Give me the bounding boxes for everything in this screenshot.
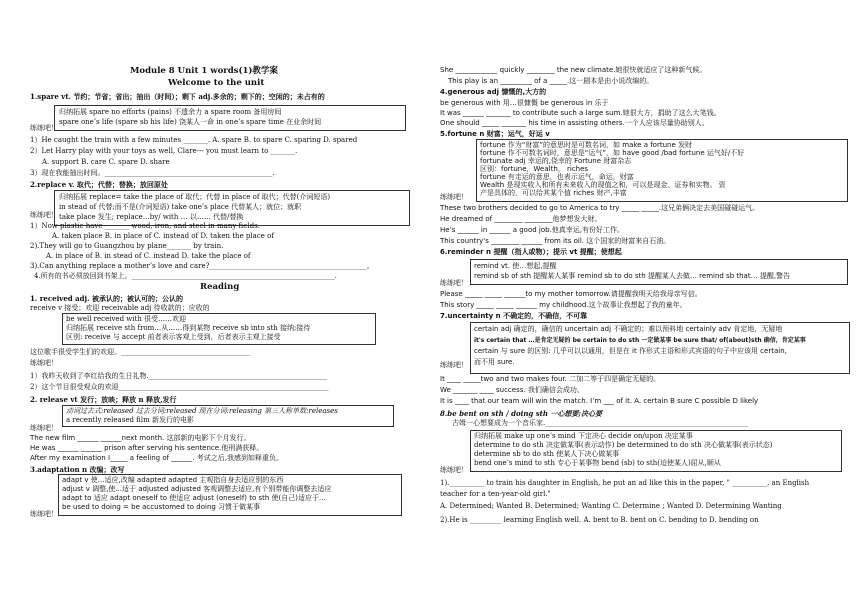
practice-label: 练练吧！ <box>440 361 468 369</box>
release-question-1: The new film ______ ______next month. 这部新的电影下个月发行。 <box>30 434 251 442</box>
word-generous-heading: 4.generous adj 慷慨的,大方的 <box>440 88 547 96</box>
practice-label: 练练吧！ <box>30 359 58 367</box>
replace-question-2-options: A. in place of B. in stead of C. instead D. take the place of <box>46 252 251 260</box>
received-question-0: 这位歌手很受学生们的欢迎。_____________________________________ <box>30 348 251 356</box>
reminder-question-1: Please _____ _____ ______to my mother tomorrow.请提醒我明天给我母亲写信。 <box>440 290 702 298</box>
spare-question-3: 3）现在我能抽出时间。________________________________________________. <box>30 169 275 177</box>
replace-question-1: 1）Now plastic have _______ wood, iron, and steel in many fields. <box>30 222 260 230</box>
word-release-heading: 2. release vt 发行；放映；释放 n 释放,发行 <box>30 395 177 404</box>
replace-note-line: 归纳拓展 replace= take the place of 取代；代替 in place of 取代；代替(介词短语) <box>59 193 331 201</box>
practice-label: 练练吧！ <box>440 193 468 201</box>
received-subheading: receive v 接受；欢迎 receivable adj 待收款的；应收的 <box>30 304 210 312</box>
generous-question-1: It was ______ _______ to contribute such a large sum.她很大方，捐助了这么大笔钱。 <box>440 109 721 117</box>
received-note-line: 归纳拓展 receive sth from…从……得到某物 receive sb into sth 接纳;接待 <box>66 324 311 332</box>
replace-question-4: 4.所有的书必须放回到书架上。__________________________________________________________. <box>34 272 337 280</box>
generous-phrases: be generous with 用…很慷慨 be generous in 乐于 <box>440 99 609 107</box>
spare-note-line: spare one’s life (spare sb his life) 饶某人一命 in one’s spare time 在业余时间 <box>59 118 322 126</box>
word-reminder-heading: 6.reminder n 提醒（指人或物）；提示 vt 提醒；使想起 <box>440 248 622 256</box>
replace-question-2: 2).They will go to Guangzhou by plane_______ by train. <box>30 242 224 250</box>
section-title-welcome: Welcome to the unit <box>168 78 265 88</box>
replace-question-1-options: A. taken place B. in place of C. instead of D. taken the place of <box>52 232 274 240</box>
spare-question-2-options: A. support B. care C. spare D. share <box>42 158 170 166</box>
bent-on-note-line: bend one’s mind to sth 专心于某事物 bend (sb) to sth(迫使某人)屈从,顺从 <box>474 459 721 467</box>
bent-on-question-1-options: A. Determined; Wanted B. Determined; Wanting C. Determine ; Wanted D. Determining Wanting <box>440 502 782 510</box>
replace-note-line: take place 发生; replace…by/ with … 以…… 代替/替换 <box>59 213 244 221</box>
practice-label: 练练吧！ <box>440 279 468 287</box>
fortune-note-line: fortunate adj 幸运的,侥幸的 Fortune 财富杂志 <box>480 157 632 165</box>
spare-note-box <box>54 105 406 131</box>
uncertainty-note-box <box>470 322 850 374</box>
adaptation-question-2: This play is an _________ of a _____.这一剧本是由小说改编的。 <box>448 77 654 85</box>
fortune-question-1: These two brothers decided to go to America to try _____ _____.这兄弟俩决定去美国碰碰运气。 <box>440 204 760 212</box>
fortune-note-line: fortune 有走运的意思，也表示运气，命运，财富 <box>480 173 634 181</box>
fortune-question-4: This country's ________ ______ from its oil. 这个国家的财富来自石油。 <box>440 237 671 245</box>
release-question-3: After my examination I_____ a feeling of ______. 考试之后,我感到如释重负。 <box>30 454 283 462</box>
uncertainty-note-line: certain 与 sure 的区别: 几乎可以以通用，但是在 it 作形式主语和形式宾语的句子中应该用 certain, <box>474 347 787 355</box>
word-received-heading: 1. received adj. 被承认的；被认可的；公认的 <box>30 294 183 303</box>
adaptation-note-line: adapt v 使...适应,改编 adapted adapted 主观指自身去适应别的东西 <box>62 476 284 484</box>
release-note-line: a recently released film 新发行的电影 <box>66 416 194 424</box>
generous-question-2: One should _____ _______ his time in assisting others.一个人应该尽量协助别人。 <box>440 119 709 127</box>
received-note-line: 区别: receive 与 accept 前者表示客观上受到，后者表示主观上接受 <box>66 333 281 341</box>
word-uncertainty-heading: 7.uncertainty n 不确定的，不确信，不可靠 <box>440 312 588 320</box>
bent-on-note-line: determine sb to do sth 使某人下决心做某事 <box>474 450 620 458</box>
spare-question-2: 2）Let Harry play with your toys as well, Clare--- you must learn to _______. <box>30 147 298 155</box>
practice-label: 练练吧！ <box>30 211 58 219</box>
word-spare-heading: 1.spare vt. 节约；节省；省出；抽出（时间）；剩下 adj.多余的；剩下的；空闲的；未占有的 <box>30 92 325 101</box>
uncertainty-note-line: it's certain that …是肯定无疑的 be certain to do sth 一定做某事 be sure that/ of(about)sth 确信，肯定某事 <box>474 337 806 344</box>
release-note-box <box>62 405 394 427</box>
section-title-reading: Reading <box>200 282 240 292</box>
fortune-note-line: Wealth 是现实收入和所有未来收入的现值之和，可以是现金、证券和实物。 资 <box>480 181 726 189</box>
reminder-note-line: remind sb of sth 提醒某人某事 remind sb to do sth 提醒某人去做… remind sb that… 提醒,警告 <box>474 272 791 280</box>
fortune-note-line: 区别：fortune，Wealth， riches <box>480 165 589 173</box>
adaptation-question-1: She ____________ quickly ________ the new climate.她很快就适应了这种新气候。 <box>440 66 707 74</box>
adaptation-note-box <box>58 474 402 516</box>
received-note-box <box>62 313 376 345</box>
fortune-question-3: He’s ______ in ______ a good job.他真幸运,有份好工作。 <box>440 226 625 234</box>
uncertainty-question-1: It ____ _____two and two makes four. 二加二等于四是确定无疑的。 <box>440 375 661 383</box>
adaptation-note-line: be used to doing = be accustomed to doing 习惯于做某事 <box>62 503 261 511</box>
bent-on-question-1b: teacher for a ten-year-old girl." <box>440 490 551 498</box>
replace-note-line: in stead of 代替;而不是(介词短语) take one’s place 代替某人；就位；就职 <box>59 203 302 211</box>
replace-note-box <box>54 190 410 226</box>
bent-on-translation-question: 古姆一心想要成为一个音乐家.__________________________________________________________ <box>452 419 749 427</box>
uncertainty-question-2: We _______ ____ success. 我们确信会成功。 <box>440 386 584 394</box>
practice-label: 练练吧！ <box>30 510 58 518</box>
reminder-note-box <box>470 259 848 285</box>
adaptation-note-line: adapt to 适应 adapt oneself to 使适应 adjust (oneself) to sth 使(自己)适应于... <box>62 494 326 502</box>
practice-label: 练练吧！ <box>30 424 58 432</box>
received-question-1: 1）我昨天收到了李红给我的生日礼物.___________________________________________________ <box>30 372 328 380</box>
spare-question-1: 1）He caught the train with a few minutes _______. A. spare B. to spare C. sparing D. spared <box>30 136 358 144</box>
reminder-note-line: remind vt. 使…想起,提醒 <box>474 262 557 270</box>
fortune-note-line: fortune 作为“财富”的意思时是可数名词，如 make a fortune 发财 <box>480 141 692 149</box>
uncertainty-note-line: 而不用 sure. <box>474 358 515 366</box>
worksheet-title: Module 8 Unit 1 words(1)教学案 <box>130 66 278 76</box>
word-fortune-heading: 5.fortune n 财富；运气，好运 v <box>440 130 550 138</box>
fortune-question-2: He dreamed of ________ ________他梦想发大财。 <box>440 215 602 223</box>
received-question-2: 2）这个节目很受观众的欢迎____________________________________________________________ <box>30 383 329 391</box>
spare-note-line: 归纳拓展 spare no efforts (pains) 不遗余力 a spare room 备用房间 <box>59 108 282 116</box>
practice-label: 练练吧！ <box>30 124 58 132</box>
practice-label: 练练吧！ <box>440 466 468 474</box>
word-replace-heading: 2.replace v. 取代；代替；替换；放回原处 <box>30 180 168 189</box>
word-adaptation-heading: 3.adaptation n 改编；改写 <box>30 465 125 474</box>
bent-on-note-line: determine to do sth 决定做某事(表示动作) be determined to do sth 决心做某事(表示状态) <box>474 441 773 449</box>
bent-on-note-box <box>470 430 842 472</box>
fortune-note-line: 产是具体的，可以给其某个值 riches 财产,丰富 <box>480 189 627 197</box>
bent-on-question-2: 2).He is _________ learning English well. A. bent to B. bent on C. bending to D. bending on <box>440 516 759 524</box>
reminder-question-2: This story _____ _____ ______ my childhood.这个故事让我想起了我的童年。 <box>440 301 687 309</box>
bent-on-question-1a: 1).__________ to train his daughter in English, he put an ad like this in the paper, " __________, an English <box>440 479 810 487</box>
phrase-bent-on-heading: 8.be bent on sth / doing sth 一心想要;决心要 <box>440 409 603 418</box>
fortune-note-box <box>476 139 848 202</box>
received-note-line: be well received with 很受……欢迎 <box>66 315 187 323</box>
uncertainty-note-line: certain adj 确定的，确信的 uncertain adj 不确定的；难以预料地 certainly adv 肯定地，无疑地 <box>474 325 783 333</box>
replace-question-3: 3).Can anything replace a mother’s love and care?_____________________________________________。 <box>30 262 374 270</box>
uncertainty-question-3: It is ____ that our team will win the match. I’m ___ of it. A. certain B sure C possible D likely <box>440 397 759 405</box>
bent-on-note-line: 归纳拓展 make up one’s mind 下定决心 decide on/upon 决定某事 <box>474 432 693 440</box>
release-note-line: 动词过去式:released 过去分词:released 现在分词:releasing 第三人称单数:releases <box>66 407 338 415</box>
adaptation-note-line: adjust v 调整,使...适于 adjusted adjusted 客观调整去适应,有个别带能你调整去适应 <box>62 485 332 493</box>
fortune-note-line: fortune 作不可数名词时，意思是“运气”，如 have good /bad fortune 运气好/不好 <box>480 149 745 157</box>
release-question-2: He was ______ ______ prison after serving his sentence.他刑满获释。 <box>30 444 264 452</box>
